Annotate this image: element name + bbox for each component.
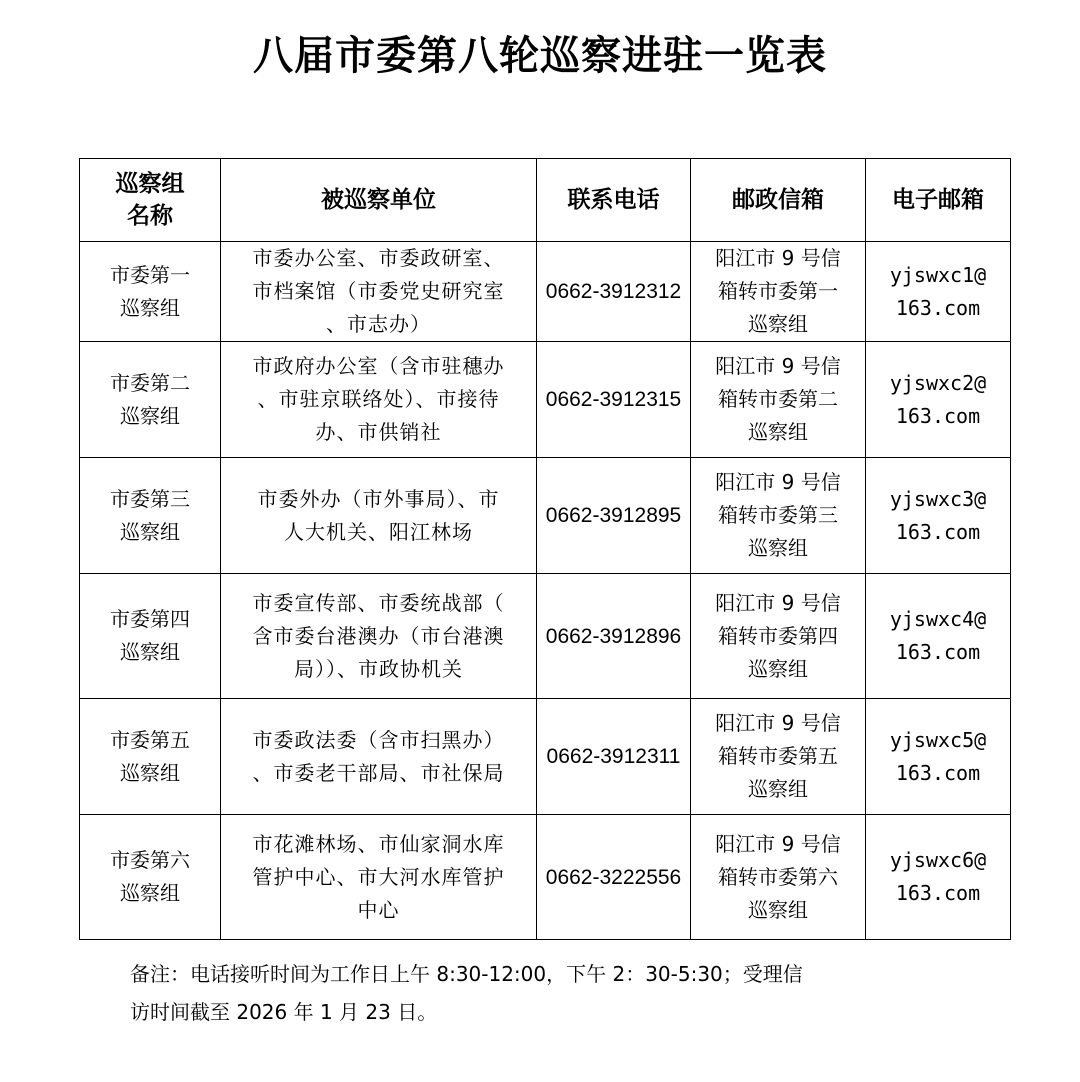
table-row: [80, 815, 1011, 940]
cell-unit-line: 市花滩林场、市仙家洞水库: [252, 831, 505, 856]
cell-postbox: [691, 815, 866, 940]
cell-postbox: [691, 458, 866, 574]
cell-unit-line: 、市志办）: [326, 312, 431, 336]
cell-postbox-line: 箱转市委第二: [717, 387, 838, 411]
cell-unit: [221, 458, 537, 574]
table-row: [80, 574, 1011, 699]
cell-postbox-line: 箱转市委第五: [717, 744, 838, 768]
cell-email-line: 163.com: [895, 881, 981, 905]
table-header-row: [80, 159, 1011, 242]
header-unit: 被巡察单位: [221, 159, 537, 242]
cell-email-line: 163.com: [895, 403, 981, 428]
cell-group-name: [80, 342, 221, 458]
cell-postbox-line: 箱转市委第三: [717, 503, 838, 527]
cell-email-line: yjswxc1@: [889, 262, 987, 287]
cell-postbox: [691, 242, 866, 342]
cell-postbox-line: 巡察组: [747, 897, 808, 922]
cell-unit-line: 人大机关、阳江林场: [284, 519, 473, 544]
cell-postbox-line: 阳江市 9 号信: [715, 831, 841, 856]
note-line-1: 备注：电话接听时间为工作日上午 8:30-12:00，下午 2：30-5:30；受理信: [130, 962, 803, 986]
cell-email: [866, 342, 1011, 458]
cell-group-name-line: 巡察组: [120, 760, 180, 785]
cell-email-line: yjswxc5@: [889, 727, 987, 752]
header-postbox: 邮政信箱: [691, 159, 866, 242]
cell-email-line: 163.com: [895, 519, 981, 544]
cell-unit-line: 中心: [357, 897, 400, 922]
cell-group-name-line: 巡察组: [120, 519, 180, 544]
cell-postbox-line: 阳江市 9 号信: [715, 711, 841, 735]
header-phone: 联系电话: [537, 159, 691, 242]
cell-unit-line: 市委宣传部、市委统战部（: [252, 590, 505, 615]
cell-unit-line: 市政府办公室（含市驻穗办: [252, 354, 505, 378]
note-line-2: 访时间截至 2026 年 1 月 23 日。: [130, 1000, 438, 1024]
cell-email: [866, 815, 1011, 940]
cell-phone: 0662-3912895: [537, 458, 691, 574]
cell-unit-line: 、市驻京联络处）、市接待: [257, 387, 500, 411]
cell-group-name-line: 市委第四: [110, 607, 190, 631]
cell-postbox-line: 巡察组: [747, 536, 808, 560]
cell-postbox-line: 巡察组: [747, 777, 808, 801]
cell-group-name-line: 市委第五: [110, 727, 190, 752]
cell-postbox-line: 阳江市 9 号信: [715, 354, 841, 378]
cell-postbox-line: 阳江市 9 号信: [715, 470, 841, 494]
cell-email-line: 163.com: [895, 760, 981, 785]
cell-postbox-line: 箱转市委第一: [717, 279, 838, 303]
cell-postbox-line: 巡察组: [747, 420, 808, 444]
cell-unit: [221, 342, 537, 458]
notes: [130, 955, 970, 1031]
cell-group-name: [80, 458, 221, 574]
cell-unit-line: 市委政法委（含市扫黑办）: [252, 727, 505, 752]
cell-postbox: [691, 699, 866, 815]
cell-group-name-line: 市委第一: [110, 262, 190, 287]
cell-group-name-line: 市委第六: [110, 848, 190, 872]
cell-unit-line: 局））、市政协机关: [294, 656, 463, 681]
cell-unit: [221, 699, 537, 815]
cell-phone: 0662-3912896: [537, 574, 691, 699]
table-row: [80, 342, 1011, 458]
cell-unit-line: 市委外办（市外事局）、市: [257, 486, 500, 511]
cell-unit-line: 、市委老干部局、市社保局: [252, 760, 505, 785]
cell-group-name: [80, 574, 221, 699]
cell-postbox-line: 箱转市委第四: [717, 623, 838, 648]
cell-email-line: yjswxc6@: [889, 848, 987, 872]
cell-unit: [221, 574, 537, 699]
cell-group-name-line: 巡察组: [120, 881, 180, 905]
cell-email: [866, 699, 1011, 815]
cell-unit-line: 市委办公室、市委政研室、: [252, 246, 505, 270]
cell-postbox-line: 阳江市 9 号信: [715, 590, 841, 615]
cell-postbox: [691, 342, 866, 458]
cell-group-name: [80, 242, 221, 342]
cell-postbox-line: 巡察组: [747, 656, 808, 681]
cell-phone: 0662-3912312: [537, 242, 691, 342]
cell-group-name-line: 巡察组: [120, 403, 180, 428]
cell-phone: 0662-3912315: [537, 342, 691, 458]
inspection-table: [79, 158, 1011, 940]
cell-group-name: [80, 815, 221, 940]
table-row: [80, 242, 1011, 342]
cell-postbox-line: 箱转市委第六: [717, 864, 838, 889]
cell-email-line: 163.com: [895, 640, 981, 664]
cell-unit-line: 市档案馆（市委党史研究室: [252, 279, 505, 303]
cell-email-line: yjswxc2@: [889, 370, 987, 395]
header-group-name: 巡察组 名称: [80, 159, 221, 242]
cell-phone: 0662-3222556: [537, 815, 691, 940]
cell-unit-line: 含市委台港澳办（市台港澳: [252, 623, 505, 648]
cell-phone: 0662-3912311: [537, 699, 691, 815]
cell-email-line: yjswxc3@: [889, 486, 987, 511]
cell-email: [866, 242, 1011, 342]
header-email: 电子邮箱: [866, 159, 1011, 242]
cell-postbox: [691, 574, 866, 699]
cell-unit: [221, 815, 537, 940]
cell-group-name-line: 市委第三: [110, 486, 190, 511]
cell-group-name-line: 市委第二: [110, 370, 190, 395]
cell-email-line: 163.com: [895, 295, 981, 320]
cell-email: [866, 574, 1011, 699]
cell-email: [866, 458, 1011, 574]
cell-unit-line: 管护中心、市大河水库管护: [252, 864, 505, 889]
cell-group-name-line: 巡察组: [120, 295, 180, 320]
page-title: 八届市委第八轮巡察进驻一览表: [253, 33, 827, 79]
cell-unit: [221, 242, 537, 342]
table-row: [80, 458, 1011, 574]
cell-group-name-line: 巡察组: [120, 640, 180, 664]
cell-postbox-line: 巡察组: [747, 312, 808, 336]
cell-postbox-line: 阳江市 9 号信: [715, 246, 841, 270]
cell-unit-line: 办、市供销社: [315, 420, 442, 444]
cell-group-name: [80, 699, 221, 815]
table-row: [80, 699, 1011, 815]
cell-email-line: yjswxc4@: [889, 607, 987, 631]
